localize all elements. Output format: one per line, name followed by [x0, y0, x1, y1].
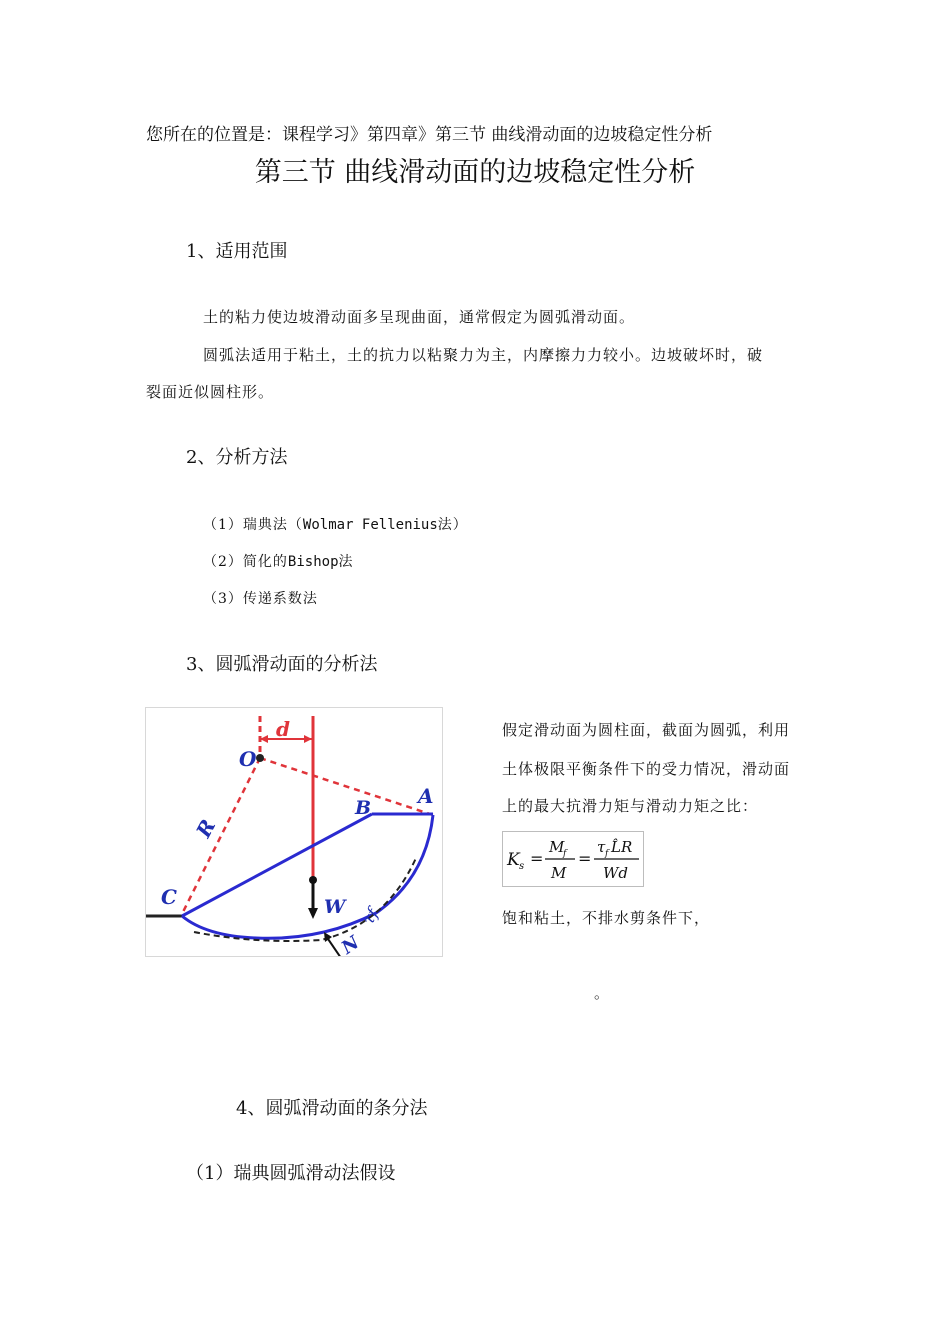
label-w: W: [324, 896, 346, 918]
breadcrumb: 您所在的位置是：课程学习》第四章》第三节 曲线滑动面的边坡稳定性分析: [146, 125, 713, 145]
label-o: O: [239, 747, 257, 771]
section-1-heading: 1、适用范围: [186, 241, 288, 262]
section-4-subheading-1: （1）瑞典圆弧滑动法假设: [186, 1163, 396, 1184]
section-1-paragraph-2-line-2: 裂面近似圆柱形。: [146, 383, 275, 401]
page-title: 第三节 曲线滑动面的边坡稳定性分析: [254, 157, 696, 188]
safety-factor-formula: [502, 831, 644, 887]
undrained-condition-text: 饱和粘土，不排水剪条件下，: [502, 909, 711, 927]
label-b: B: [355, 797, 372, 819]
section-4-heading: 4、圆弧滑动面的条分法: [236, 1098, 428, 1119]
formula-svg: [503, 832, 643, 886]
formula-num1: M: [549, 838, 565, 856]
section-3-text-line-2: 土体极限平衡条件下的受力情况，滑动面: [502, 760, 791, 778]
section-1-paragraph-2-line-1: 圆弧法适用于粘土，土的抗力以粘聚力为主，内摩擦力力较小。边坡破坏时，破: [203, 346, 764, 364]
label-n: N: [337, 932, 364, 956]
formula-equals-1: =: [530, 849, 544, 868]
method-item-3: （3）传递系数法: [203, 591, 318, 607]
label-a: A: [418, 784, 434, 808]
label-r: R: [191, 815, 221, 842]
formula-num2-tau: τ: [597, 838, 606, 856]
center-point-o: [256, 754, 264, 762]
formula-lhs: K: [507, 850, 520, 870]
formula-lhs-sub: s: [519, 861, 525, 872]
label-c: C: [161, 885, 177, 909]
d-arrow-right-icon: [304, 735, 312, 743]
shear-stress-dashed-arc: [194, 858, 416, 941]
radius-r-dashed: [182, 758, 260, 914]
radius-oa-dashed: [260, 758, 433, 815]
section-3-heading: 3、圆弧滑动面的分析法: [186, 654, 378, 675]
method-item-2: （2）简化的Bishop法: [203, 554, 354, 570]
slip-arc: [182, 815, 433, 938]
formula-den2: Wd: [603, 864, 629, 882]
formula-den1: M: [551, 864, 567, 882]
section-1-paragraph-1: 土的粘力使边坡滑动面多呈现曲面，通常假定为圆弧滑动面。: [203, 308, 636, 326]
section-3-text-line-1: 假定滑动面为圆柱面，截面为圆弧，利用: [502, 721, 791, 739]
section-3-text-line-3: 上的最大抗滑力矩与滑动力矩之比：: [502, 797, 759, 815]
label-tau-f: τf: [358, 905, 383, 928]
method-item-1: （1）瑞典法（Wolmar Fellenius法）: [203, 517, 468, 533]
slope-diagram-svg: [146, 708, 442, 956]
formula-equals-2: =: [578, 849, 592, 868]
section-2-heading: 2、分析方法: [186, 447, 288, 468]
label-d: d: [276, 717, 290, 741]
formula-num1-sub: f: [563, 849, 567, 859]
slope-stability-diagram: [145, 707, 443, 957]
weight-arrow-head-icon: [308, 908, 318, 919]
formula-num2-rest: L̂R: [611, 838, 633, 856]
weight-point: [309, 876, 317, 884]
dangling-period: 。: [594, 984, 611, 1002]
formula-num2-sub: f: [605, 849, 609, 859]
